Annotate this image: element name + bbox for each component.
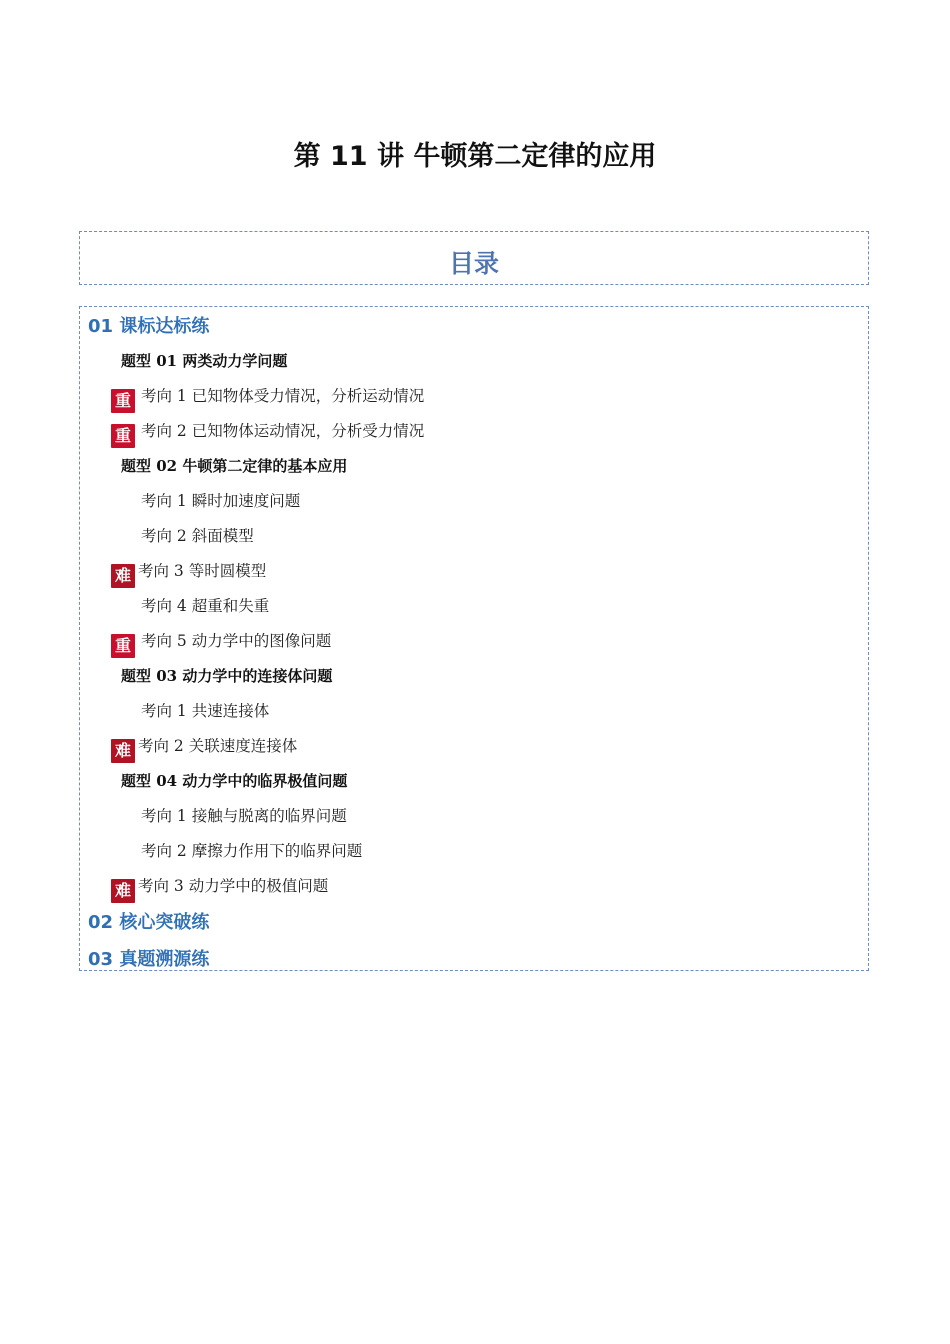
toc-heading: 目录 [448, 249, 499, 278]
toc-section-03[interactable]: 03 真题溯源练 [88, 949, 210, 970]
toc-item[interactable]: 考向 2 摩擦力作用下的临界问题 [141, 842, 363, 860]
toc-type-02[interactable]: 题型 02 牛顿第二定律的基本应用 [121, 457, 348, 475]
toc-item[interactable]: 考向 2 已知物体运动情况，分析受力情况 [141, 422, 425, 440]
toc-item[interactable]: 考向 1 共速连接体 [141, 702, 270, 720]
toc-item[interactable]: 考向 2 斜面模型 [141, 527, 254, 545]
zhong-badge-icon: 重 [111, 424, 135, 448]
nan-badge-icon: 难 [111, 739, 135, 763]
toc-section-02[interactable]: 02 核心突破练 [88, 912, 210, 933]
toc-item[interactable]: 考向 1 瞬时加速度问题 [141, 492, 301, 510]
toc-section-01[interactable]: 01 课标达标练 [88, 316, 210, 337]
zhong-badge-icon: 重 [111, 634, 135, 658]
nan-badge-icon: 难 [111, 879, 135, 903]
toc-type-04[interactable]: 题型 04 动力学中的临界极值问题 [121, 772, 348, 790]
toc-item[interactable]: 考向 2 关联速度连接体 [138, 737, 298, 755]
nan-badge-icon: 难 [111, 564, 135, 588]
toc-item[interactable]: 考向 4 超重和失重 [141, 597, 270, 615]
toc-item[interactable]: 考向 3 动力学中的极值问题 [138, 877, 329, 895]
toc-type-03[interactable]: 题型 03 动力学中的连接体问题 [121, 667, 333, 685]
toc-item[interactable]: 考向 1 接触与脱离的临界问题 [141, 807, 347, 825]
toc-item[interactable]: 考向 5 动力学中的图像问题 [141, 632, 332, 650]
page-title: 第 11 讲 牛顿第二定律的应用 [293, 141, 657, 172]
zhong-badge-icon: 重 [111, 389, 135, 413]
toc-list [79, 306, 869, 971]
toc-type-01[interactable]: 题型 01 两类动力学问题 [121, 352, 288, 370]
toc-item[interactable]: 考向 3 等时圆模型 [138, 562, 267, 580]
toc-header-box [79, 231, 869, 285]
toc-item[interactable]: 考向 1 已知物体受力情况，分析运动情况 [141, 387, 425, 405]
